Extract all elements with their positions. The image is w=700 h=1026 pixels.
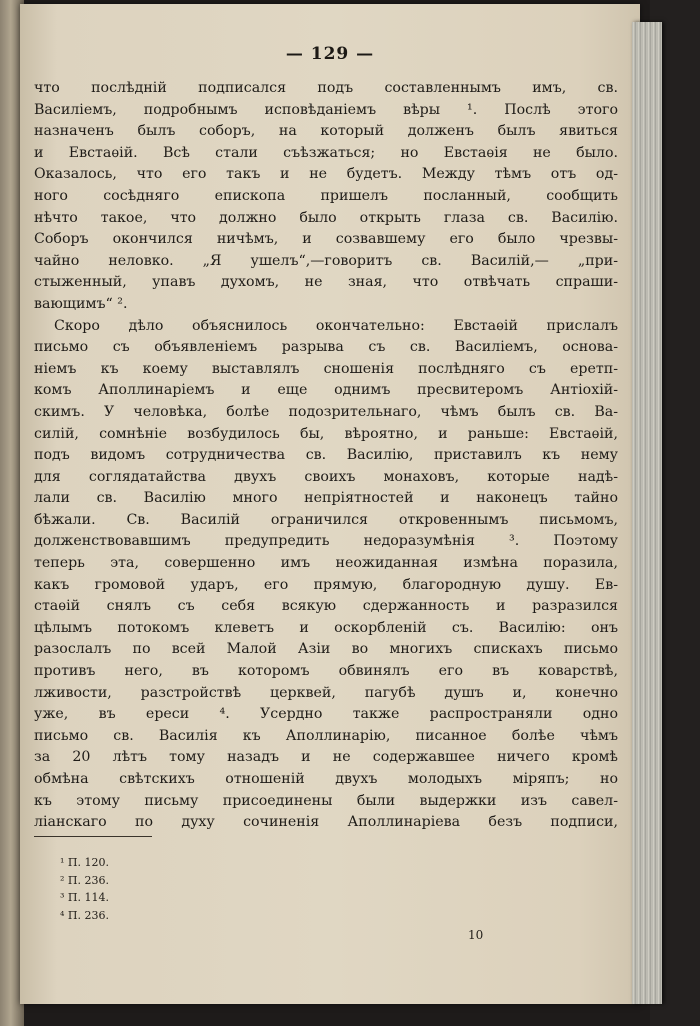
book-page [20, 4, 640, 1004]
footnote-divider [34, 836, 152, 837]
text-line: силій, сомнѣніе возбудилось бы, вѣроятно, и раньше: Евстаѳій, [34, 425, 618, 442]
text-line: назначенъ былъ соборъ, на который долженъ былъ явиться [34, 123, 618, 140]
text-line: стаѳій снялъ съ себя всякую сдержанность и разразился [34, 598, 618, 615]
footnote: ⁴ П. 236. [60, 908, 109, 922]
text-line: письмо св. Василія къ Аполлинарію, писанное болѣе чѣмъ [34, 727, 618, 744]
page-block-edge [632, 22, 662, 1004]
text-line: нѣчто такое, что должно было открыть глаза св. Василію. [34, 209, 618, 226]
footnote: ² П. 236. [60, 873, 109, 887]
text-line: ніемъ къ коему выставлялъ сношенія послѣдняго съ еретп- [34, 360, 618, 377]
text-line: и Евстаѳій. Всѣ стали съѣзжаться; но Евстаѳія не было. [34, 144, 618, 161]
text-line: подъ видомъ сотрудничества св. Василію, приставилъ къ нему [34, 447, 618, 464]
text-line: комъ Аполлинаріемъ и еще однимъ пресвитеромъ Антіохій- [34, 382, 618, 399]
text-line: скимъ. У человѣка, болѣе подозрительнаго, чѣмъ былъ св. Ва- [34, 403, 618, 420]
text-line: долженствовавшимъ предупредить недоразумѣнія ³. Поэтому [34, 533, 618, 550]
text-line: уже, въ ереси ⁴. Усердно также распространяли одно [34, 706, 618, 723]
footnotes [60, 854, 109, 924]
text-line: цѣлымъ потокомъ клеветъ и оскорбленій съ. Василію: онъ [34, 619, 618, 636]
text-line: лали св. Василію много непріятностей и наконецъ тайно [34, 490, 618, 507]
footnote: ¹ П. 120. [60, 856, 109, 869]
text-line: ного сосѣдняго епископа пришелъ посланный, сообщить [34, 187, 618, 204]
footnote: ³ П. 114. [60, 891, 109, 904]
text-line: ліанскаго по духу сочиненія Аполлинаріева безъ подписи, [34, 814, 618, 831]
text-line: Соборъ окончился ничѣмъ, и созвавшему его было чрезвы- [34, 231, 618, 248]
text-line: для соглядатайства двухъ своихъ монаховъ, которые надѣ- [34, 468, 618, 485]
text-line: къ этому письму присоединены были выдержки изъ савел- [34, 792, 618, 809]
text-line: Скоро дѣло объяснилось окончательно: Евстаѳій прислалъ [54, 317, 618, 334]
text-line: Василіемъ, подробнымъ исповѣданіемъ вѣры ¹. Послѣ этого [34, 101, 618, 118]
text-line: лживости, разстройствѣ церквей, пагубѣ душъ и, конечно [34, 684, 618, 701]
text-line: стыженный, упавъ духомъ, не зная, что отвѣчать спраши- [34, 274, 618, 291]
text-line: бѣжали. Св. Василій ограничился откровеннымъ письмомъ, [34, 511, 618, 528]
text-line: вающимъ“ ². [34, 295, 128, 312]
text-line: за 20 лѣтъ тому назадъ и не содержавшее ничего кромѣ [34, 749, 618, 766]
text-line: что послѣдній подписался подъ составленнымъ имъ, св. [34, 80, 618, 96]
text-line: противъ него, въ которомъ обвинялъ его въ коварствѣ, [34, 663, 618, 680]
text-line: теперь эта, совершенно имъ неожиданная измѣна поразила, [34, 555, 618, 572]
page-number: — 129 — [285, 44, 375, 64]
text-line: письмо съ объявленіемъ разрыва съ св. Василіемъ, основа- [34, 339, 618, 356]
signature-mark: 10 [468, 928, 484, 942]
body-text [34, 78, 618, 834]
text-line: разослалъ по всей Малой Азіи во многихъ спискахъ письмо [34, 641, 618, 658]
text-line: какъ громовой ударъ, его прямую, благородную душу. Ев- [34, 576, 618, 593]
text-line: чайно неловко. „Я ушелъ“,—говоритъ св. Василій,— „при- [34, 252, 618, 269]
text-line: обмѣна свѣтскихъ отношеній двухъ молодыхъ міряпъ; но [34, 771, 618, 787]
text-line: Оказалось, что его такъ и не будетъ. Между тѣмъ отъ од- [34, 166, 618, 183]
